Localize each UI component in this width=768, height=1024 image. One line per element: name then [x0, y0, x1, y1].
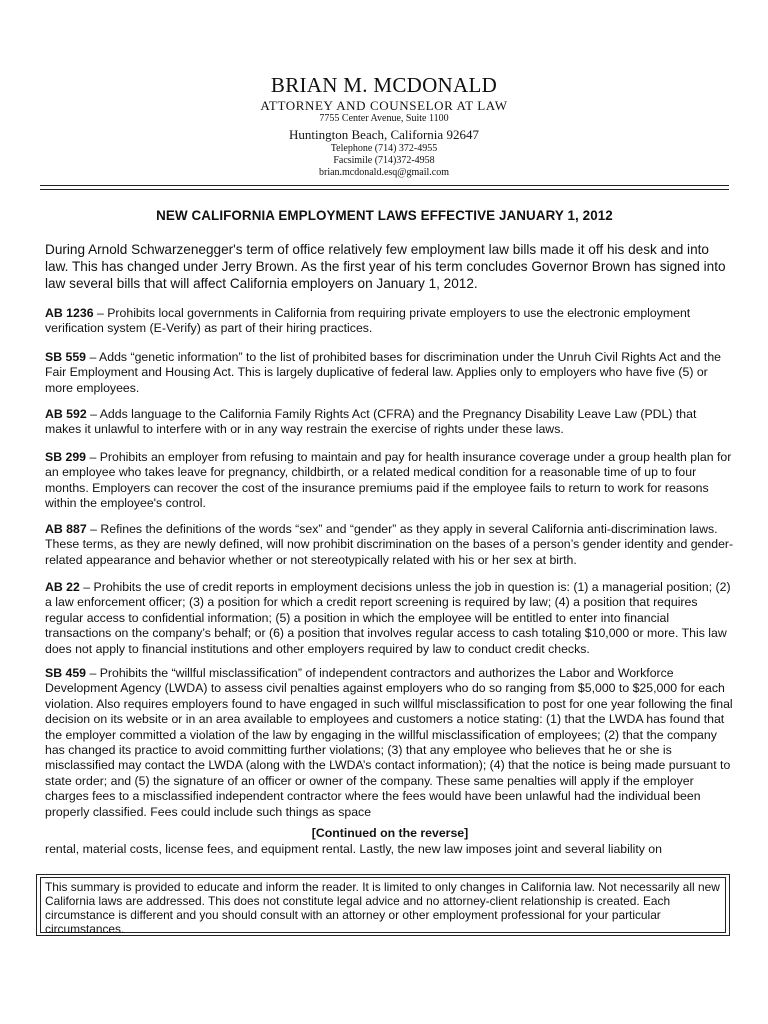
- email: brian.mcdonald.esq@gmail.com: [318, 167, 449, 178]
- bill-description: – Prohibits the “willful misclassification” of independent contractors and authorizes the Labor and Workforce Development Agency (LWDA) to assess civil penalties against employers who do so ranging from $5,000 to $25,000 for each violation. Also requires employers found to have engaged in such willful misclassification to post for one year following the final decision on its website or in an area available to employees and customers a notice stating: (1) that the LWDA has found that the employer committed a violation of the law by engaging in the willful misclassification of employees; (2) that the company has changed its practice to avoid committing further violations; (3) that any employee who believes that he or she is misclassified may contact the LWDA (along with the LWDA’s contact information); (4) that the notice is being made pursuant to state order; and (5) the signature of an officer or owner of the company. These same penalties will apply if the employer charges fees to a misclassified independent contractor where the fees would have been unlawful had the individual been properly classified. Fees could include such things as space: [45, 666, 733, 819]
- bill-description: – Prohibits the use of credit reports in employment decisions unless the job in question is: (1) a managerial position; (2) a law enforcement officer; (3) a position for which a credit report screening is required by law; (4) a position that requires regular access to confidential information; (5) a position in which the employee will be entitled to enter into financial transactions on the company’s behalf; or (6) a position that involves regular access to cash totaling $10,000 or more. This law does not apply to financial institutions and other employers required by law to conduct credit checks.: [45, 580, 731, 656]
- letterhead: [0, 72, 768, 179]
- bill-paragraph-sb299: [45, 450, 735, 512]
- continuation-text: rental, material costs, license fees, and equipment rental. Lastly, the new law imposes joint and several liability on: [45, 842, 662, 856]
- bill-paragraph-sb459: [45, 666, 735, 820]
- bill-code: SB 459: [45, 666, 87, 680]
- bill-code: AB 1236: [45, 306, 94, 320]
- bill-code: AB 592: [45, 407, 87, 421]
- bill-paragraph-ab592: [45, 407, 735, 438]
- attorney-title: ATTORNEY AND COUNSELOR AT LAW: [260, 98, 508, 113]
- bill-code: SB 559: [45, 350, 87, 364]
- city-address: Huntington Beach, California 92647: [289, 127, 479, 142]
- intro-paragraph: During Arnold Schwarzenegger's term of office relatively few employment law bills made it off his desk and into law. This has changed under Jerry Brown. As the first year of his term concludes Governor Brown has signed into law several bills that will affect California employers on January 1, 2012.: [45, 242, 726, 291]
- bill-code: AB 22: [45, 580, 80, 594]
- disclaimer-text: This summary is provided to educate and inform the reader. It is limited to only changes in California law. Not necessarily all new California laws are addressed. This does not constitute legal advice and no attorney-client relationship is created. Each circumstance is different and you should consult with an attorney or other employment professional for your particular circumstances.: [40, 877, 726, 933]
- bill-description: – Refines the definitions of the words “sex” and “gender” as they apply in several California anti-discrimination laws. These terms, as they are newly defined, will now prohibit discrimination on the bases of a person’s gender identity and gender-related appearance and behavior whether or not stereotypically related with his or her sex at birth.: [45, 522, 734, 567]
- bill-code: AB 887: [45, 522, 87, 536]
- street-address: 7755 Center Avenue, Suite 1100: [319, 113, 449, 124]
- bill-code: SB 299: [45, 450, 87, 464]
- bill-description: – Adds language to the California Family Rights Act (CFRA) and the Pregnancy Disability Leave Law (PDL) that makes it unlawful to interfere with or in any way restrain the exercise of rights under these laws.: [45, 407, 697, 437]
- bill-paragraph-ab22: [45, 580, 735, 657]
- attorney-name: BRIAN M. MCDONALD: [270, 73, 498, 97]
- document-heading: NEW CALIFORNIA EMPLOYMENT LAWS EFFECTIVE JANUARY 1, 2012: [156, 208, 613, 223]
- bill-paragraph-sb559: [45, 350, 735, 396]
- divider-rule-bottom: [40, 189, 729, 190]
- bill-paragraph-ab1236: [45, 306, 735, 337]
- bill-description: – Prohibits an employer from refusing to maintain and pay for health insurance coverage under a group health plan for an employee who takes leave for pregnancy, childbirth, or a related medical condition for a reasonable time of up to four months. Employers can recover the cost of the insurance premiums paid if the employee fails to return to work for reasons within the employee's control.: [45, 450, 732, 511]
- bill-description: – Adds “genetic information” to the list of prohibited bases for discrimination under the Unruh Civil Rights Act and the Fair Employment and Housing Act. This is largely duplicative of federal law. Applies only to employers who have five (5) or more employees.: [45, 350, 722, 395]
- bill-description: – Prohibits local governments in California from requiring private employers to use the electronic employment verification system (E-Verify) as part of their hiring practices.: [45, 306, 691, 336]
- divider-rule-top: [40, 185, 729, 186]
- telephone: Telephone (714) 372-4955: [330, 143, 438, 154]
- bill-paragraph-ab887: [45, 522, 735, 568]
- disclaimer-box: [36, 874, 730, 936]
- facsimile: Facsimile (714)372-4958: [333, 155, 435, 166]
- continued-note: [Continued on the reverse]: [311, 826, 469, 840]
